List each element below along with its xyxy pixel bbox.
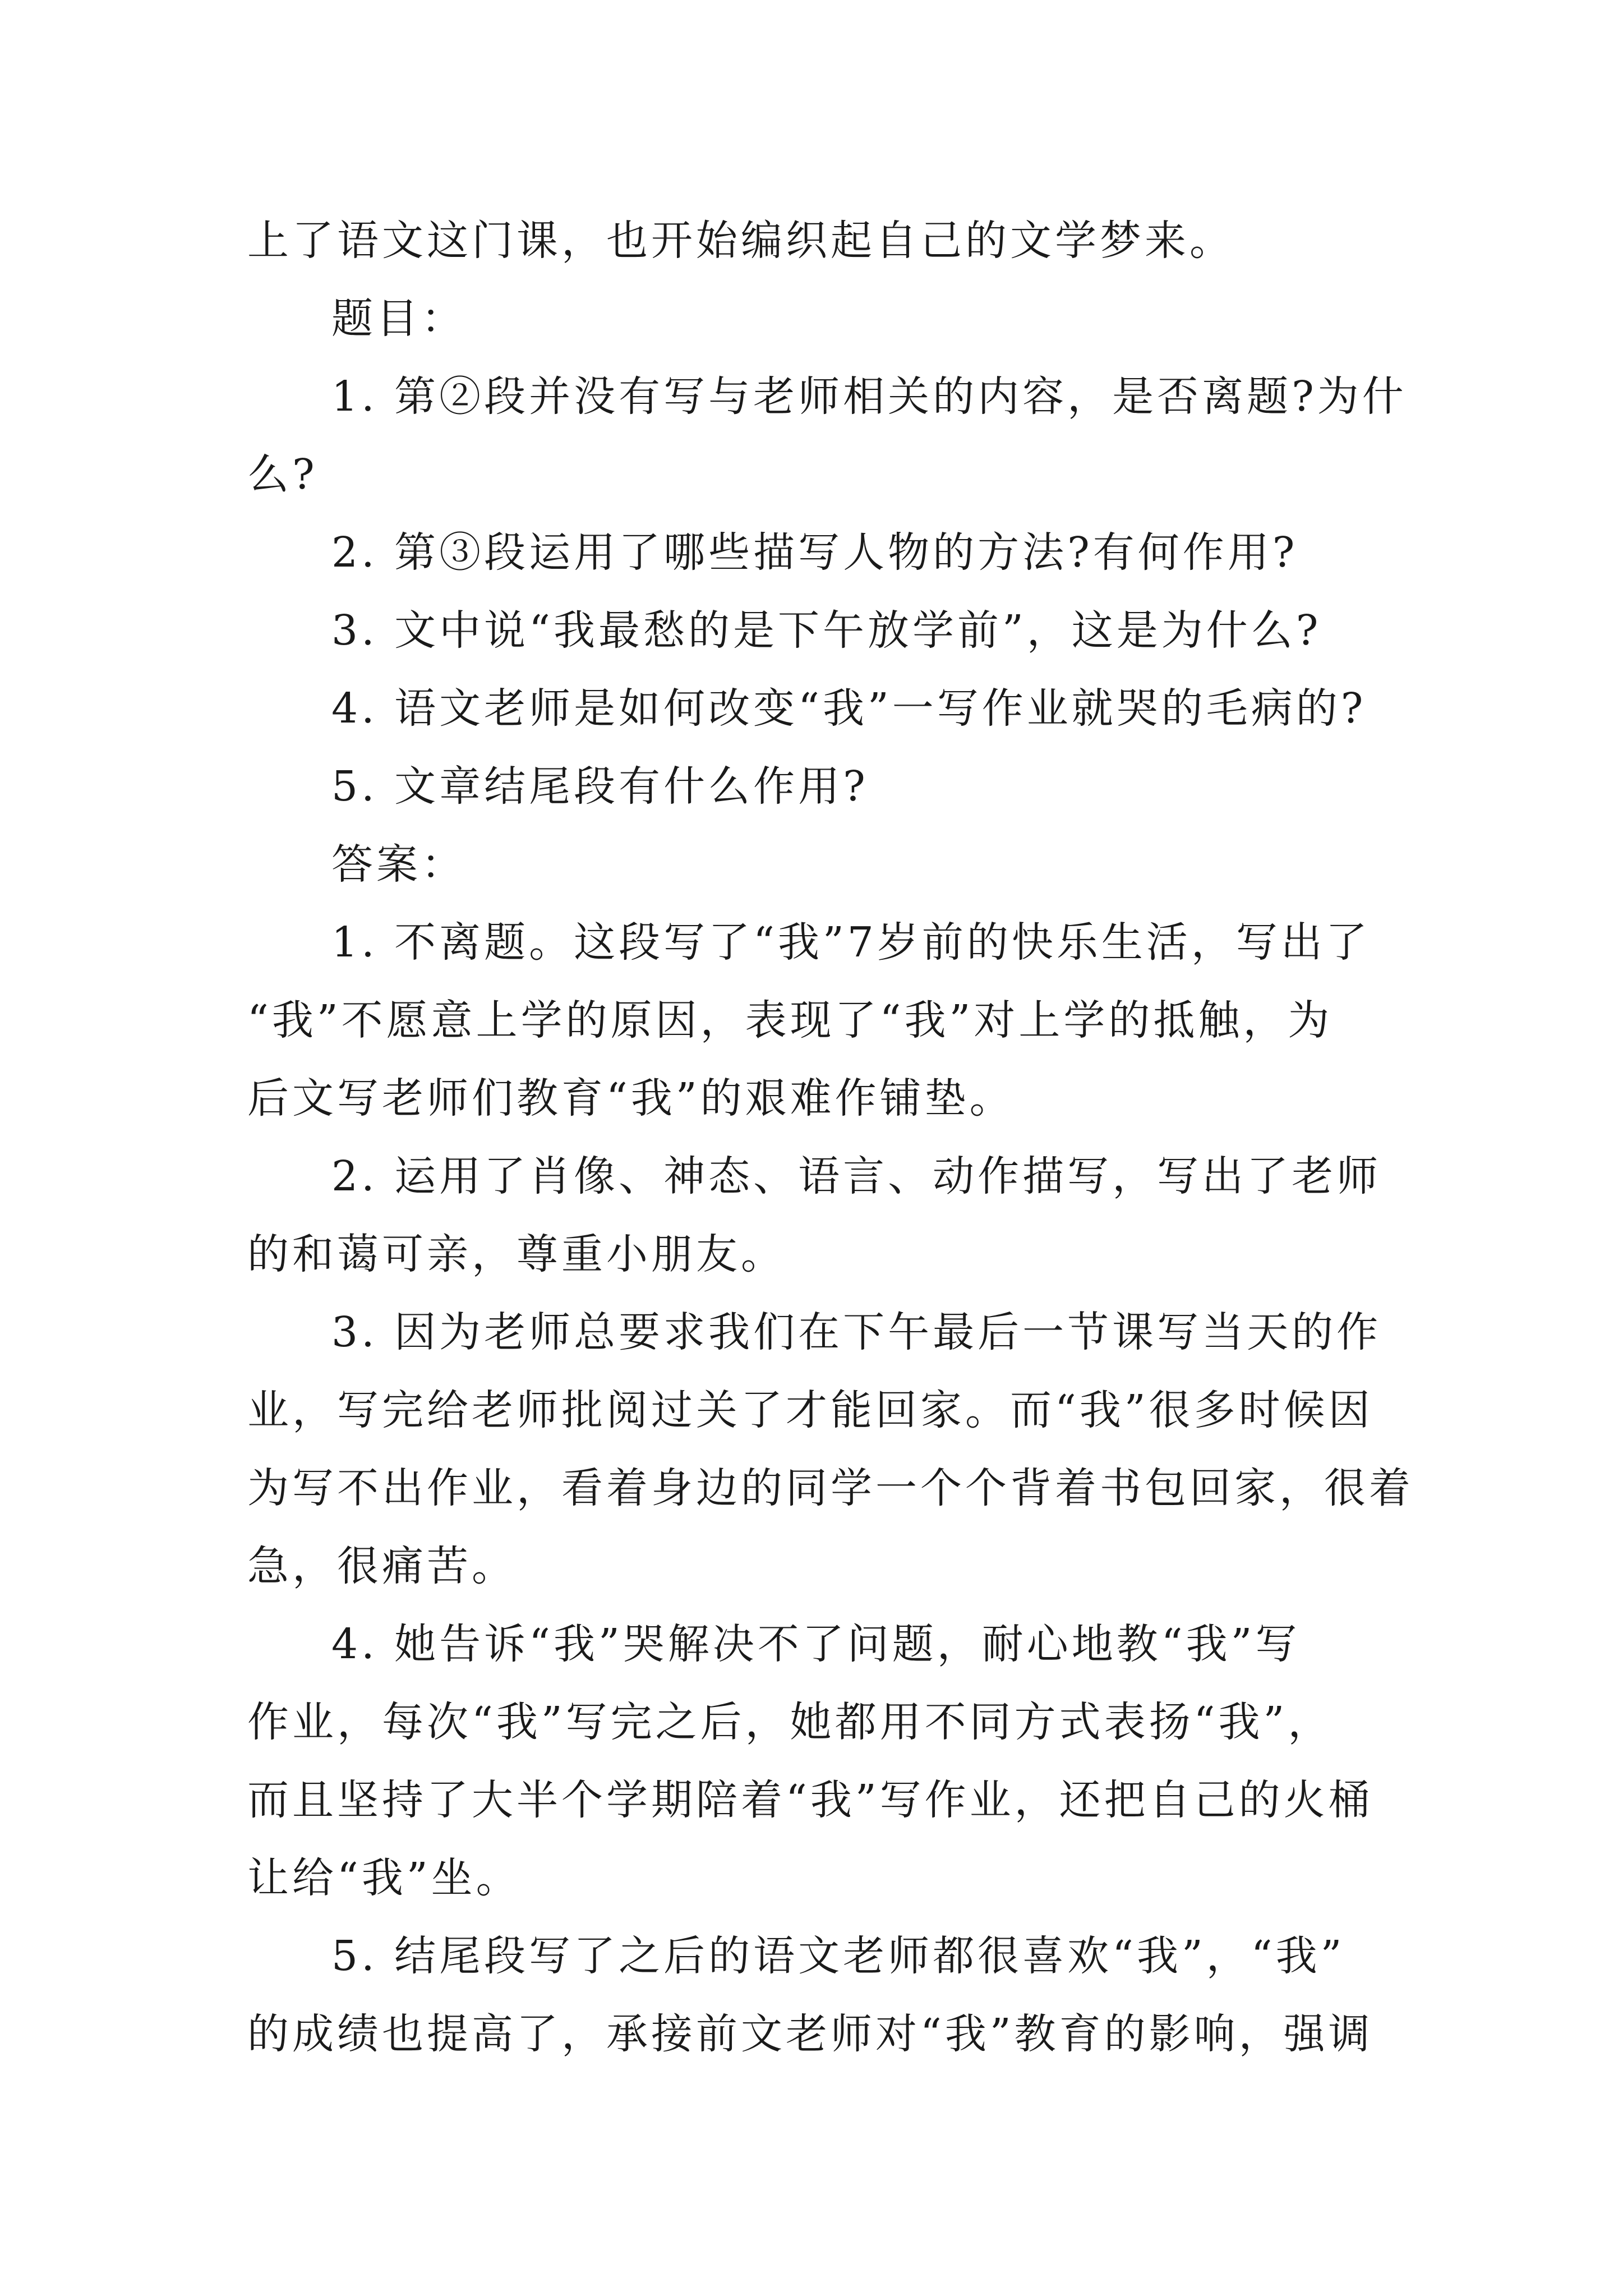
section-heading-questions: 题目： [331,295,466,343]
answer-3-line-cont: 业，写完给老师批阅过关了才能回家。而“我”很多时候因 [247,1386,1373,1434]
question-4-line: 4. 语文老师是如何改变“我”一写作业就哭的毛病的? [331,684,1367,733]
answer-2-line: 2. 运用了肖像、神态、语言、动作描写，写出了老师 [331,1152,1382,1200]
question-3-line: 3. 文中说“我最愁的是下午放学前”，这是为什么? [331,606,1322,655]
question-5-line: 5. 文章结尾段有什么作用? [331,762,869,811]
answer-1-line-cont: 后文写老师们教育“我”的艰难作铺垫。 [247,1074,1015,1122]
answer-3-line-cont: 为写不出作业，看着身边的同学一个个背着书包回家，很着 [247,1464,1414,1512]
document-body [247,202,1414,2073]
text-line: 上了语文这门课，也开始编织起自己的文学梦来。 [247,217,1234,265]
answer-4-line: 4. 她告诉“我”哭解决不了问题，耐心地教“我”写 [331,1620,1301,1668]
answer-5-line-cont: 的成绩也提高了，承接前文老师对“我”教育的影响，强调 [247,2010,1373,2058]
answer-1-line: 1. 不离题。这段写了“我”7岁前的快乐生活，写出了 [331,918,1371,967]
answer-4-line-cont: 作业，每次“我”写完之后，她都用不同方式表扬“我”， [247,1698,1333,1746]
answer-2-line-cont: 的和蔼可亲，尊重小朋友。 [247,1230,786,1278]
section-heading-answers: 答案： [331,840,466,889]
answer-4-line-cont: 让给“我”坐。 [247,1854,521,1902]
question-2-line: 2. 第③段运用了哪些描写人物的方法?有何作用? [331,528,1298,577]
answer-4-line-cont: 而且坚持了大半个学期陪着“我”写作业，还把自己的火桶 [247,1776,1373,1824]
answer-5-line: 5. 结尾段写了之后的语文老师都很喜欢“我”，“我” [331,1932,1345,1980]
answer-1-line-cont: “我”不愿意上学的原因，表现了“我”对上学的抵触，为 [247,996,1333,1045]
question-1-line-cont: 么? [247,450,318,499]
question-1-line: 1. 第②段并没有写与老师相关的内容，是否离题?为什 [331,372,1407,421]
answer-3-line: 3. 因为老师总要求我们在下午最后一节课写当天的作 [331,1308,1382,1356]
answer-3-line-cont: 急，很痛苦。 [247,1542,517,1590]
